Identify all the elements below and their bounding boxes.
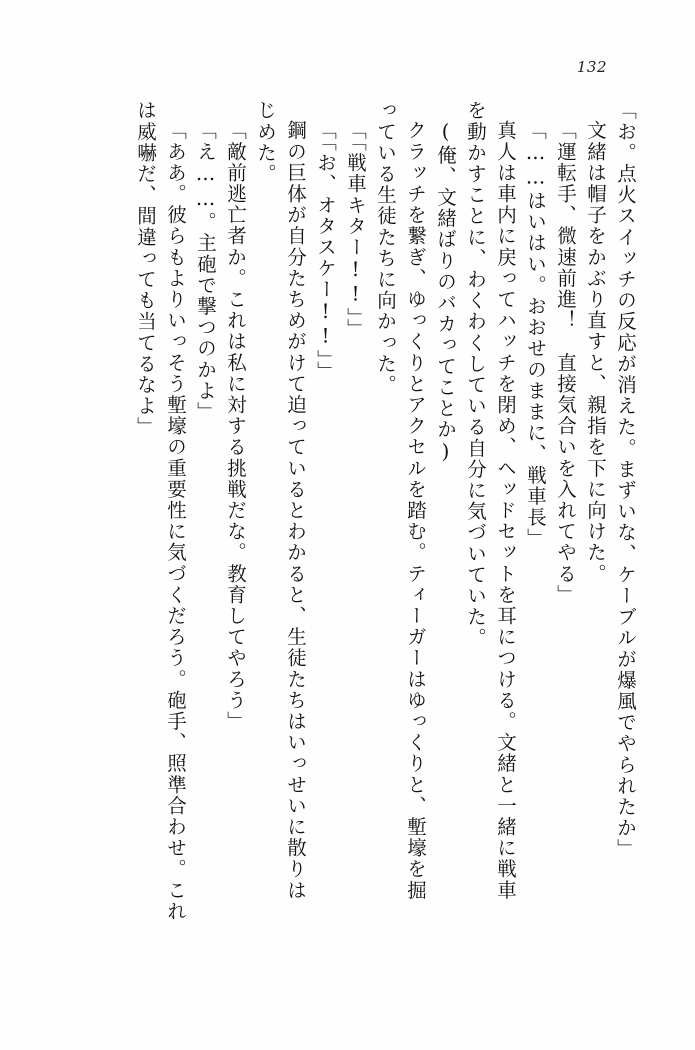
text-column: 鋼の巨体が自分たちめがけて迫っているとわかると、生徒たちはいっせいに散りは — [284, 120, 307, 901]
text-column: (俺、文緒ばりのバカってことか) — [434, 120, 457, 465]
text-column: 文緒は帽子をかぶり直すと、親指を下に向けた。 — [584, 120, 607, 585]
text-column: 「お。点火スイッチの反応が消えた。まずいな、ケーブルが爆風でやられたか」 — [614, 100, 637, 860]
text-column: 「「戦車キター!!」」 — [344, 120, 367, 340]
text-column: 「「お、オタスケー!!」」 — [314, 120, 337, 382]
text-column: は威嚇だ、間違っても当てるなよ」 — [134, 100, 157, 438]
text-column: 「ああ。彼らもよりいっそう塹壕の重要性に気づくだろう。砲手、照準合わせ。これ — [164, 120, 187, 922]
text-column: 真人は車内に戻ってハッチを閉め、ヘッドセットを耳につける。文緒と一緒に戦車 — [494, 120, 517, 901]
text-column: 「運転手、微速前進！ 直接気合いを入れてやる」 — [554, 120, 577, 606]
page-number: 132 — [576, 58, 607, 76]
text-column: クラッチを繋ぎ、ゆっくりとアクセルを踏む。ティーガーはゆっくりと、塹壕を掘 — [404, 120, 427, 901]
text-column: っている生徒たちに向かった。 — [374, 100, 397, 396]
text-column: 「え……。主砲で撃つのかよ」 — [194, 120, 217, 423]
vertical-text-body — [62, 100, 635, 980]
text-column: を動かすことに、わくわくしている自分に気づいていた。 — [464, 100, 487, 649]
text-column: 「敵前逃亡者か。これは私に対する挑戦だな。教育してやろう」 — [224, 120, 247, 732]
text-column: 「……はいはい。おおせのままに、戦車長」 — [524, 120, 547, 549]
text-column: じめた。 — [254, 100, 277, 185]
